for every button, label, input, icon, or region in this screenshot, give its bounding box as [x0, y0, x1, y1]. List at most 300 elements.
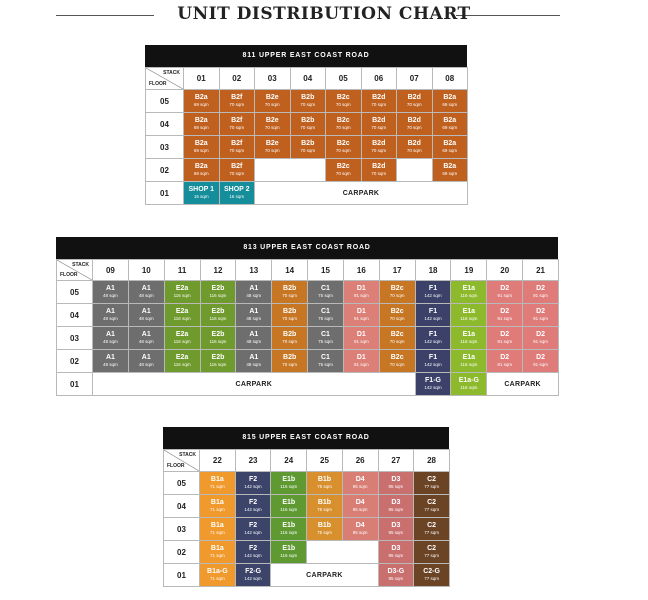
unit-area: 48 sqm	[103, 316, 118, 321]
unit-area: 16 sqm	[229, 194, 245, 199]
unit-area: 95 sqm	[388, 576, 404, 581]
unit-type: B2b	[301, 94, 315, 101]
unit-area: 71 sqm	[209, 507, 225, 512]
unit-cell[interactable]	[184, 136, 220, 159]
unit-area: 48 sqm	[246, 293, 262, 298]
unit-area: 95 sqm	[388, 553, 404, 558]
unit-cell[interactable]	[487, 327, 523, 350]
unit-area: 70 sqm	[389, 339, 405, 344]
floor-number: 04	[57, 304, 93, 327]
unit-cell[interactable]	[378, 564, 414, 587]
unit-type: B2c	[336, 117, 350, 124]
unit-grid	[163, 449, 450, 587]
unit-cell[interactable]	[219, 113, 255, 136]
stack-number: 19	[451, 260, 487, 281]
unit-area: 48 sqm	[138, 339, 154, 344]
unit-area: 91 sqm	[353, 293, 369, 298]
unit-type: F2	[248, 522, 258, 529]
unit-cell[interactable]	[290, 90, 326, 113]
floor-row	[57, 350, 559, 373]
unit-type: C2	[427, 499, 437, 506]
stack-number: 08	[432, 68, 468, 90]
unit-cell[interactable]	[308, 281, 344, 304]
unit-cell[interactable]	[343, 281, 379, 304]
stack-number: 20	[487, 260, 523, 281]
floor-number: 01	[164, 564, 200, 587]
unit-cell[interactable]	[271, 541, 307, 564]
page-title-row	[0, 0, 648, 32]
unit-area: 48 sqm	[138, 316, 154, 321]
unit-area: 70 sqm	[335, 148, 351, 153]
unit-area: 95 sqm	[352, 507, 368, 512]
unit-type: B1a	[210, 522, 224, 529]
unit-area: 70 sqm	[282, 293, 298, 298]
unit-area: 70 sqm	[300, 125, 316, 130]
unit-cell[interactable]	[236, 350, 272, 373]
block-813	[56, 237, 558, 396]
unit-type: B1a-G	[207, 568, 228, 575]
unit-cell[interactable]	[200, 541, 236, 564]
stack-number: 22	[200, 450, 236, 472]
floor-row	[57, 327, 559, 350]
unit-cell[interactable]	[342, 495, 378, 518]
unit-area: 70 sqm	[264, 148, 280, 153]
unit-area: 70 sqm	[389, 362, 405, 367]
unit-type: A1	[141, 331, 151, 338]
unit-type: D2	[500, 308, 510, 315]
unit-type: E1a	[462, 308, 476, 315]
unit-area: 91 sqm	[497, 316, 513, 321]
floor-row	[146, 113, 468, 136]
unit-area: 142 sqm	[244, 530, 262, 535]
unit-type: A1	[141, 308, 151, 315]
unit-cell[interactable]	[379, 350, 415, 373]
unit-type: A1	[249, 354, 259, 361]
unit-cell[interactable]	[128, 304, 164, 327]
unit-cell[interactable]	[184, 182, 220, 205]
unit-type: B2a	[443, 140, 457, 147]
unit-type: D1	[356, 331, 366, 338]
unit-type: B2a	[194, 94, 208, 101]
unit-cell[interactable]	[235, 472, 271, 495]
floor-number: 05	[164, 472, 200, 495]
unit-type: B2a	[194, 117, 208, 124]
unit-type: B2a	[194, 140, 208, 147]
unit-type: B2d	[372, 163, 386, 170]
stack-label: STACK	[163, 70, 180, 76]
unit-cell[interactable]	[235, 564, 271, 587]
unit-area: 70 sqm	[335, 102, 351, 107]
unit-cell[interactable]	[271, 472, 307, 495]
unit-type: B2f	[231, 140, 243, 147]
unit-cell[interactable]	[361, 159, 397, 182]
floor-number: 03	[57, 327, 93, 350]
unit-area: 70 sqm	[371, 171, 387, 176]
unit-area: 116 sqm	[460, 385, 478, 390]
unit-area: 116 sqm	[280, 553, 298, 558]
unit-type: D2	[536, 285, 546, 292]
unit-area: 116 sqm	[460, 293, 478, 298]
stack-number: 04	[290, 68, 326, 90]
unit-cell[interactable]	[184, 113, 220, 136]
unit-type: D3	[391, 476, 401, 483]
unit-type: F1	[428, 285, 438, 292]
unit-area: 77 sqm	[424, 553, 439, 558]
unit-area: 70 sqm	[335, 125, 351, 130]
unit-cell[interactable]	[307, 518, 343, 541]
carpark-cell: CARPARK	[255, 182, 468, 205]
unit-area: 70 sqm	[282, 339, 298, 344]
floor-label: FLOOR	[149, 81, 167, 87]
unit-cell[interactable]	[200, 304, 236, 327]
unit-cell[interactable]	[271, 495, 307, 518]
unit-type: E2a	[175, 331, 189, 338]
unit-area: 70 sqm	[282, 362, 298, 367]
unit-cell[interactable]	[451, 304, 487, 327]
unit-area: 70 sqm	[406, 125, 422, 130]
unit-cell[interactable]	[200, 327, 236, 350]
unit-area: 70 sqm	[300, 148, 316, 153]
unit-type: B2c	[336, 94, 350, 101]
unit-cell[interactable]	[487, 281, 523, 304]
unit-cell[interactable]	[432, 136, 468, 159]
unit-type: E1b	[282, 545, 296, 552]
page-title: UNIT DISTRIBUTION CHART	[177, 4, 471, 24]
unit-type: B1a	[210, 499, 224, 506]
unit-cell[interactable]	[307, 495, 343, 518]
unit-area: 116 sqm	[460, 339, 478, 344]
unit-cell[interactable]	[200, 472, 236, 495]
unit-cell[interactable]	[200, 281, 236, 304]
unit-cell[interactable]	[200, 564, 236, 587]
unit-type: C2-G	[423, 568, 440, 575]
unit-type: B2d	[372, 140, 386, 147]
unit-cell[interactable]	[307, 472, 343, 495]
unit-type: B2c	[336, 163, 350, 170]
unit-cell[interactable]	[415, 281, 451, 304]
unit-cell[interactable]	[128, 281, 164, 304]
unit-area: 77 sqm	[424, 530, 439, 535]
unit-type: B1b	[317, 499, 332, 506]
unit-type: B1a	[210, 545, 224, 552]
stack-number: 27	[378, 450, 414, 472]
unit-type: E2b	[211, 354, 225, 361]
floor-row	[57, 304, 559, 327]
unit-type: E1a	[462, 354, 476, 361]
unit-type: D4	[355, 499, 365, 506]
unit-cell[interactable]	[361, 90, 397, 113]
unit-cell[interactable]	[378, 541, 414, 564]
unit-type: B1b	[317, 476, 332, 483]
unit-type: A1	[105, 331, 115, 338]
unit-type: E1a	[462, 331, 476, 338]
unit-area: 116 sqm	[173, 339, 191, 344]
unit-cell[interactable]	[200, 350, 236, 373]
unit-type: D4	[355, 522, 365, 529]
unit-area: 116 sqm	[460, 316, 478, 321]
unit-type: D2	[500, 354, 510, 361]
unit-area: 95 sqm	[352, 484, 368, 489]
unit-cell[interactable]	[415, 304, 451, 327]
unit-cell[interactable]	[326, 113, 362, 136]
unit-area: 142 sqm	[244, 507, 262, 512]
unit-area: 48 sqm	[138, 293, 154, 298]
unit-cell[interactable]	[164, 304, 200, 327]
floor-row	[164, 518, 450, 541]
unit-area: 75 sqm	[317, 530, 332, 535]
unit-area: 91 sqm	[353, 362, 369, 367]
unit-cell[interactable]	[432, 113, 468, 136]
unit-cell[interactable]	[308, 350, 344, 373]
unit-type: A1	[105, 285, 115, 292]
floor-row	[146, 182, 468, 205]
unit-cell[interactable]	[523, 327, 559, 350]
unit-cell[interactable]	[272, 327, 308, 350]
unit-area: 91 sqm	[533, 339, 548, 344]
unit-cell[interactable]	[415, 350, 451, 373]
unit-type: C1	[321, 354, 330, 361]
unit-cell[interactable]	[128, 327, 164, 350]
unit-type: D2	[536, 308, 546, 315]
unit-cell[interactable]	[342, 472, 378, 495]
unit-area: 91 sqm	[497, 362, 513, 367]
unit-cell[interactable]	[308, 304, 344, 327]
unit-type: A1	[105, 308, 115, 315]
floor-row	[57, 373, 559, 396]
unit-cell[interactable]	[414, 472, 450, 495]
stack-number: 14	[272, 260, 308, 281]
unit-cell[interactable]	[361, 136, 397, 159]
stack-number: 13	[236, 260, 272, 281]
unit-cell[interactable]	[414, 564, 450, 587]
unit-area: 48 sqm	[138, 362, 154, 367]
unit-cell[interactable]	[378, 495, 414, 518]
unit-area: 77 sqm	[424, 484, 439, 489]
unit-type: D3	[391, 499, 401, 506]
unit-cell[interactable]	[523, 350, 559, 373]
unit-cell[interactable]	[271, 518, 307, 541]
unit-cell[interactable]	[451, 281, 487, 304]
unit-type: C1	[321, 331, 330, 338]
unit-cell[interactable]	[290, 136, 326, 159]
unit-type: B2b	[301, 117, 315, 124]
unit-cell[interactable]	[379, 304, 415, 327]
unit-cell[interactable]	[415, 327, 451, 350]
block-title: 815 UPPER EAST COAST ROAD	[163, 427, 449, 449]
floor-number: 04	[164, 495, 200, 518]
unit-cell[interactable]	[236, 304, 272, 327]
unit-type: F2	[248, 499, 258, 506]
floor-row	[164, 495, 450, 518]
unit-cell[interactable]	[343, 327, 379, 350]
stack-number: 03	[255, 68, 291, 90]
unit-cell[interactable]	[343, 304, 379, 327]
unit-type: B2d	[372, 117, 386, 124]
unit-area: 91 sqm	[533, 293, 548, 298]
unit-cell[interactable]	[235, 518, 271, 541]
unit-type: B2f	[231, 117, 243, 124]
unit-cell[interactable]	[164, 327, 200, 350]
unit-type: E1b	[282, 522, 296, 529]
unit-type: B2b	[283, 308, 297, 315]
unit-cell[interactable]	[255, 90, 291, 113]
unit-cell[interactable]	[397, 113, 433, 136]
unit-cell[interactable]	[272, 281, 308, 304]
unit-area: 116 sqm	[280, 484, 298, 489]
unit-cell[interactable]	[414, 518, 450, 541]
stack-number: 25	[307, 450, 343, 472]
unit-type: B2e	[265, 140, 279, 147]
floor-row	[164, 472, 450, 495]
unit-area: 77 sqm	[424, 576, 439, 581]
unit-cell[interactable]	[235, 541, 271, 564]
floor-label: FLOOR	[60, 272, 78, 278]
unit-type: C2	[427, 545, 437, 552]
floor-number: 04	[146, 113, 184, 136]
unit-cell[interactable]	[397, 90, 433, 113]
unit-cell[interactable]	[93, 281, 129, 304]
unit-cell[interactable]	[235, 495, 271, 518]
unit-area: 91 sqm	[533, 362, 548, 367]
unit-cell[interactable]	[326, 159, 362, 182]
unit-cell[interactable]	[308, 327, 344, 350]
unit-area: 70 sqm	[264, 102, 280, 107]
unit-cell[interactable]	[200, 495, 236, 518]
unit-area: 77 sqm	[424, 507, 439, 512]
unit-cell[interactable]	[378, 472, 414, 495]
unit-area: 142 sqm	[244, 576, 262, 581]
unit-cell[interactable]	[326, 136, 362, 159]
unit-cell[interactable]	[184, 90, 220, 113]
stack-number: 26	[342, 450, 378, 472]
unit-type: F2	[248, 545, 258, 552]
unit-cell[interactable]	[219, 182, 255, 205]
stack-number: 17	[379, 260, 415, 281]
unit-area: 70 sqm	[371, 102, 387, 107]
unit-cell[interactable]	[487, 350, 523, 373]
unit-area: 95 sqm	[352, 530, 368, 535]
unit-cell[interactable]	[379, 327, 415, 350]
unit-type: SHOP 1	[188, 186, 215, 193]
unit-cell[interactable]	[164, 350, 200, 373]
unit-cell[interactable]	[93, 350, 129, 373]
unit-cell[interactable]	[236, 281, 272, 304]
unit-type: E1a	[462, 285, 476, 292]
carpark-cell: CARPARK	[93, 373, 416, 396]
unit-area: 70 sqm	[264, 125, 280, 130]
unit-cell[interactable]	[415, 373, 451, 396]
unit-area: 70 sqm	[229, 148, 245, 153]
unit-type: B2c	[390, 308, 404, 315]
unit-cell[interactable]	[164, 281, 200, 304]
floor-label: FLOOR	[167, 463, 185, 469]
unit-type: B2f	[231, 163, 243, 170]
unit-cell[interactable]	[487, 304, 523, 327]
unit-cell[interactable]	[379, 281, 415, 304]
floor-number: 01	[146, 182, 184, 205]
unit-area: 75 sqm	[317, 507, 332, 512]
unit-type: B2e	[265, 117, 279, 124]
unit-cell[interactable]	[290, 113, 326, 136]
unit-area: 71 sqm	[209, 484, 225, 489]
unit-cell[interactable]	[219, 136, 255, 159]
stack-number: 24	[271, 450, 307, 472]
empty-cell	[307, 541, 378, 564]
unit-area: 70 sqm	[229, 125, 245, 130]
unit-cell[interactable]	[93, 304, 129, 327]
unit-cell[interactable]	[451, 327, 487, 350]
unit-cell[interactable]	[255, 136, 291, 159]
unit-cell[interactable]	[219, 90, 255, 113]
unit-cell[interactable]	[432, 159, 468, 182]
unit-type: F1	[428, 331, 438, 338]
floor-row	[57, 281, 559, 304]
unit-area: 116 sqm	[209, 316, 227, 321]
unit-area: 69 sqm	[193, 171, 209, 176]
unit-area: 70 sqm	[335, 171, 351, 176]
unit-area: 91 sqm	[353, 339, 369, 344]
unit-cell[interactable]	[523, 281, 559, 304]
unit-type: F2-G	[245, 568, 262, 575]
unit-cell[interactable]	[93, 327, 129, 350]
stack-header-row	[57, 260, 559, 281]
unit-area: 16 sqm	[193, 194, 209, 199]
unit-type: B2a	[443, 117, 457, 124]
floor-row	[146, 136, 468, 159]
unit-cell[interactable]	[397, 136, 433, 159]
unit-cell[interactable]	[378, 518, 414, 541]
unit-area: 70 sqm	[389, 316, 405, 321]
unit-cell[interactable]	[451, 373, 487, 396]
unit-cell[interactable]	[184, 159, 220, 182]
floor-row	[164, 541, 450, 564]
unit-cell[interactable]	[414, 495, 450, 518]
unit-area: 69 sqm	[193, 125, 209, 130]
unit-area: 69 sqm	[442, 171, 458, 176]
unit-type: D2	[536, 331, 546, 338]
unit-cell[interactable]	[342, 518, 378, 541]
unit-cell[interactable]	[272, 350, 308, 373]
stack-number: 06	[361, 68, 397, 90]
stack-number: 21	[523, 260, 559, 281]
unit-type: B2b	[301, 140, 315, 147]
stack-floor-corner	[57, 260, 93, 281]
unit-cell[interactable]	[343, 350, 379, 373]
unit-area: 95 sqm	[388, 507, 404, 512]
unit-cell[interactable]	[255, 113, 291, 136]
stack-number: 02	[219, 68, 255, 90]
unit-cell[interactable]	[451, 350, 487, 373]
unit-area: 142 sqm	[424, 339, 442, 344]
unit-cell[interactable]	[432, 90, 468, 113]
unit-cell[interactable]	[361, 113, 397, 136]
unit-cell[interactable]	[128, 350, 164, 373]
unit-area: 142 sqm	[424, 362, 442, 367]
empty-cell	[255, 159, 326, 182]
unit-cell[interactable]	[219, 159, 255, 182]
unit-area: 70 sqm	[406, 148, 422, 153]
unit-cell[interactable]	[200, 518, 236, 541]
unit-cell[interactable]	[326, 90, 362, 113]
stack-label: STACK	[179, 452, 196, 458]
unit-cell[interactable]	[272, 304, 308, 327]
unit-type: D3-G	[387, 568, 405, 575]
unit-area: 142 sqm	[424, 385, 442, 390]
unit-cell[interactable]	[414, 541, 450, 564]
unit-cell[interactable]	[523, 304, 559, 327]
unit-cell[interactable]	[236, 327, 272, 350]
unit-area: 116 sqm	[460, 362, 478, 367]
